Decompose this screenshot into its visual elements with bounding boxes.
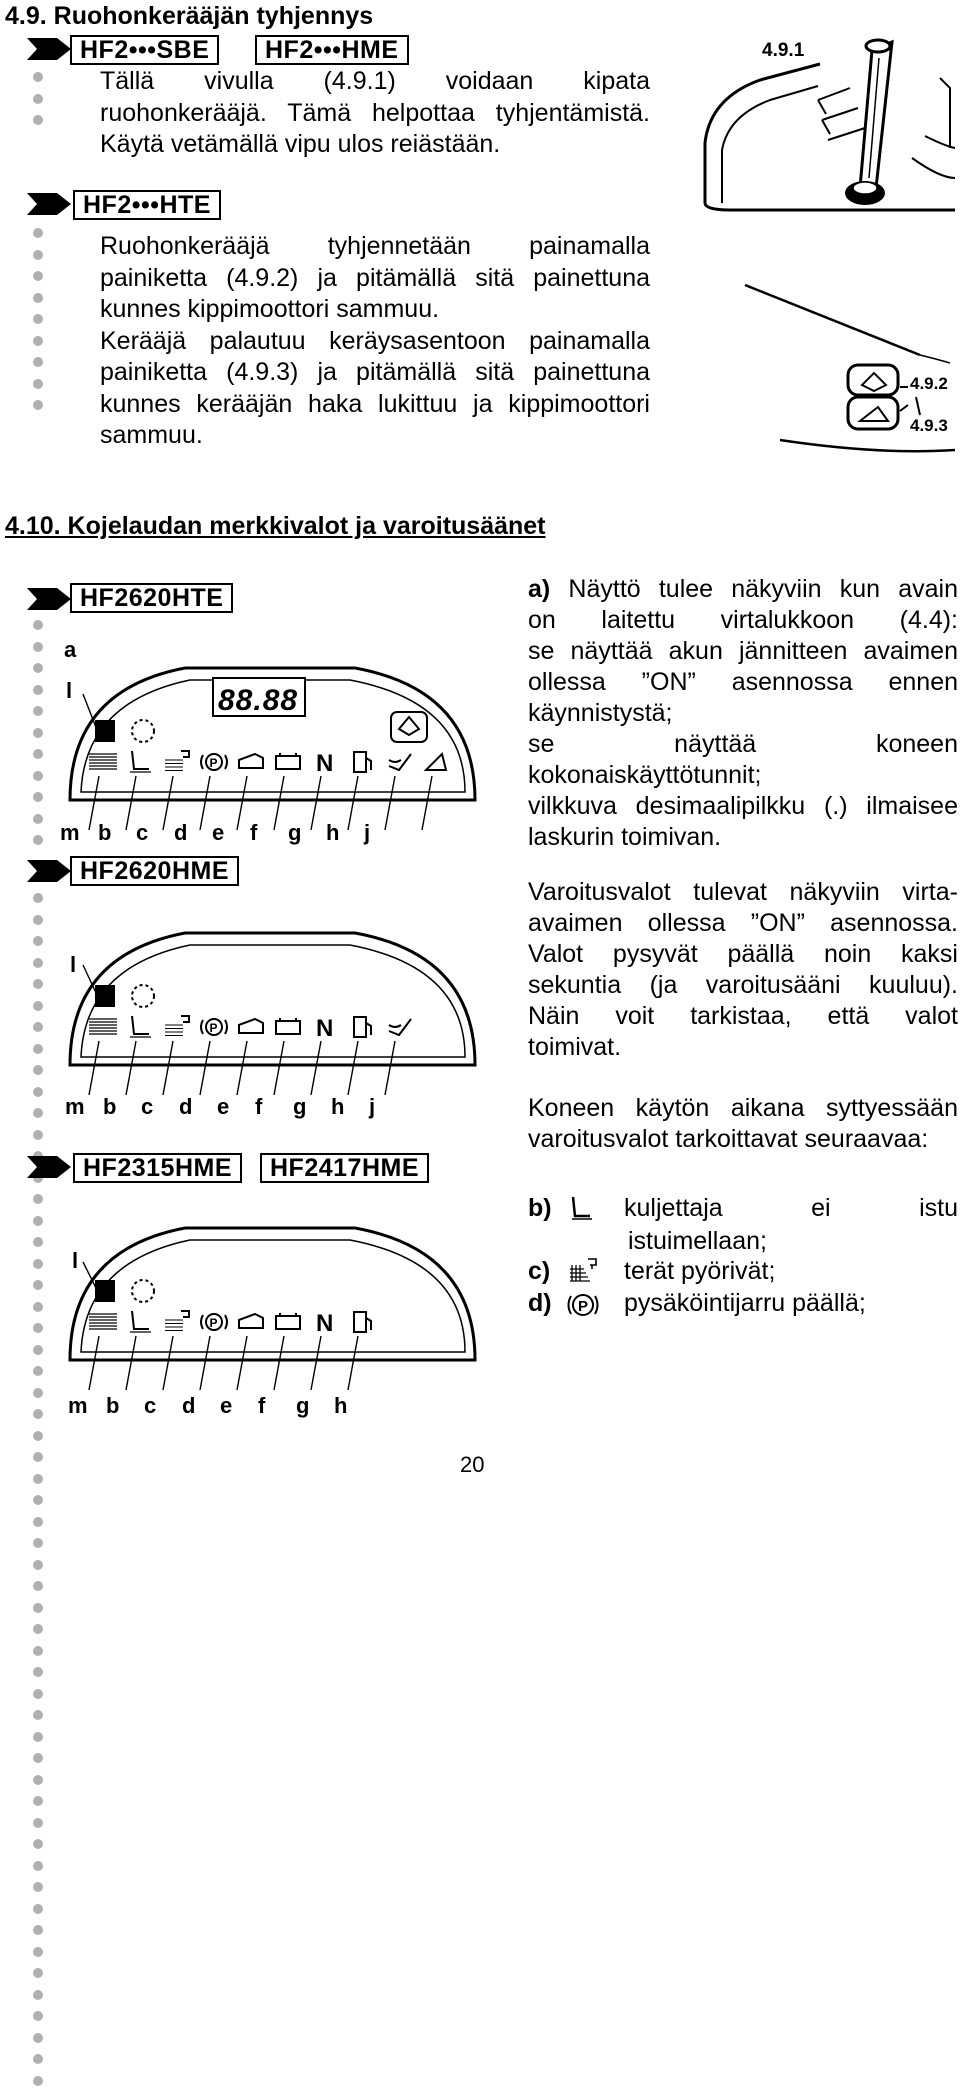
text-line: sekuntia (ja varoitusääni kuuluu). [528, 971, 958, 999]
callout-label-f: f [255, 1094, 263, 1119]
callout-label-c: c [141, 1094, 154, 1119]
svg-text:P: P [209, 1021, 218, 1035]
text-line: käynnistystä; [528, 699, 673, 727]
callout-label-c: c [136, 820, 149, 845]
text-line: kunnes kerääjän haka lukittuu ja kippimoottori [100, 389, 650, 418]
arrow-icon [27, 38, 71, 60]
text-line: Varoitusvalot tulevat näkyviin virta- [528, 878, 958, 906]
legend-key: c) [528, 1257, 551, 1285]
model-label: HF2•••HME [255, 35, 409, 65]
tractor-icon [95, 1280, 115, 1302]
neutral-indicator-icon [316, 1015, 333, 1042]
text-line: sammuu. [100, 421, 203, 449]
svg-text:N: N [316, 750, 334, 777]
bullet-dots [33, 620, 45, 857]
callout-label-g: g [293, 1094, 307, 1119]
text-line: toimivat. [528, 1033, 622, 1061]
svg-text:P: P [209, 1316, 218, 1330]
svg-text:P: P [578, 1298, 589, 1315]
dashboard-panel-2 [55, 905, 505, 1095]
section-title-410: 4.10. Kojelaudan merkkivalot ja varoitusäänet [5, 512, 546, 540]
figure-label: 4.9.1 [762, 40, 805, 61]
panel-1-bottom-labels [60, 820, 410, 850]
panel-2-bottom-labels [65, 1094, 415, 1124]
callout-label-d: d [182, 1393, 196, 1418]
text-line: Käytä vetämällä vipu ulos reiästään. [100, 130, 501, 158]
text-line: varoitusvalot tarkoittavat seuraavaa: [528, 1125, 929, 1153]
text-line: Ruohonkerääjä tyhjennetään painamalla [100, 232, 650, 260]
text-line: ruohonkerääjä. Tämä helpottaa tyhjentämistä. [100, 98, 650, 127]
model-label: HF2•••SBE [70, 35, 219, 65]
figure-label: 4.9.2 [910, 374, 948, 393]
text-line: painiketta (4.9.2) ja pitämällä sitä painettuna [100, 263, 650, 292]
neutral-indicator-icon [316, 1310, 333, 1337]
callout-label-h: h [326, 820, 340, 845]
panel-outline [70, 1228, 475, 1360]
paragraph-display [528, 574, 958, 853]
text-line: Näin voit tarkistaa, että valot [528, 1002, 958, 1030]
neutral-indicator-icon [316, 750, 333, 777]
callout-label-f: f [258, 1393, 266, 1418]
callout-label-a: a [64, 637, 77, 662]
text-line: laskurin toimivan. [528, 823, 722, 851]
bullet-dots [33, 228, 45, 422]
model-label: HF2315HME [73, 1153, 242, 1183]
arrow-icon [27, 588, 71, 610]
callout-label-m: m [68, 1393, 88, 1418]
text-line: se näyttää akun jännitteen avaimen [528, 637, 958, 665]
callout-label-e: e [220, 1393, 233, 1418]
section-title-49: 4.9. Ruohonkerääjän tyhjennys [5, 2, 374, 30]
legend-text-b [624, 1193, 958, 1225]
legend-text-d: pysäköintijarru päällä; [624, 1289, 866, 1317]
text-line: vilkkuva desimaalipilkku (.) ilmaisee [528, 792, 958, 820]
paragraph-operation [528, 1093, 958, 1155]
paragraph-b [100, 231, 650, 452]
text-line [528, 574, 958, 605]
legend-text-c: terät pyörivät; [624, 1257, 776, 1285]
hour-meter-digits: 88.88 [218, 684, 299, 717]
svg-text:N: N [316, 1310, 334, 1337]
callout-label-l: l [70, 952, 77, 977]
model-label: HF2620HME [70, 856, 239, 886]
callout-label-l: l [72, 1248, 79, 1273]
legend-key: d) [528, 1289, 552, 1317]
callout-label-b: b [103, 1094, 117, 1119]
callout-label-j: j [364, 820, 371, 845]
callout-label-j: j [369, 1094, 376, 1119]
arrow-icon [27, 860, 71, 882]
tip-buttons-figure [740, 275, 955, 460]
dashboard-panel-3 [55, 1200, 505, 1390]
callout-label-h: h [331, 1094, 345, 1119]
callout-label-h: h [334, 1393, 348, 1418]
text-line: painiketta (4.9.3) ja pitämällä sitä painettuna [100, 358, 650, 386]
text-line: Koneen käytön aikana syttyessään [528, 1094, 958, 1122]
callout-label-g: g [288, 820, 302, 845]
text-line-content: Näyttö tulee näkyviin kun avain [568, 575, 958, 603]
callout-label-b: b [106, 1393, 120, 1418]
page-number: 20 [460, 1452, 485, 1477]
arrow-icon [27, 193, 71, 215]
tractor-icon [95, 985, 115, 1007]
legend-item-c [528, 1256, 550, 1288]
callout-label-c: c [144, 1393, 157, 1418]
callout-label-d: d [179, 1094, 193, 1119]
text-line: kuljettaja ei istu [624, 1194, 958, 1222]
callout-label-m: m [65, 1094, 85, 1119]
callout-label-b: b [98, 820, 112, 845]
text-line: kunnes kippimoottori sammuu. [100, 295, 440, 323]
tip-down-button [848, 397, 898, 429]
callout-label-m: m [60, 820, 80, 845]
callout-label-e: e [212, 820, 225, 845]
figure-label: 4.9.3 [910, 416, 948, 435]
callout-label-l: l [66, 678, 73, 703]
text-line: ollessa ”ON” asennossa ennen [528, 668, 958, 696]
legend-key: b) [528, 1194, 552, 1222]
blades-icon [566, 1255, 600, 1285]
text-line: avaimen ollessa ”ON” asennossa. [528, 909, 958, 937]
text-line: on laitettu virtalukkoon (4.4): [528, 606, 958, 634]
model-label: HF2417HME [260, 1153, 429, 1183]
paragraph-warning [528, 877, 958, 1063]
lever-figure [700, 28, 955, 228]
panel-outline [70, 933, 475, 1065]
legend-key: a) [528, 575, 551, 603]
tractor-icon [95, 720, 115, 742]
bullet-dots [33, 893, 45, 2097]
arrow-icon [27, 1156, 71, 1178]
callout-label-d: d [174, 820, 188, 845]
bullet-dots [33, 72, 45, 137]
svg-text:N: N [316, 1015, 334, 1042]
paragraph-a [100, 66, 650, 161]
model-label: HF2•••HTE [73, 190, 221, 220]
dashboard-panel-1 [55, 640, 505, 830]
panel-3-bottom-labels [68, 1393, 378, 1423]
text-line: Valot pysyvät päällä noin kaksi [528, 940, 958, 968]
callout-label-f: f [250, 820, 258, 845]
model-label: HF2620HTE [70, 583, 233, 613]
text-line: Kerääjä palautuu keräysasentoon painamalla [100, 326, 650, 355]
callout-label-e: e [217, 1094, 230, 1119]
legend-text-b-2: istuimellaan; [628, 1227, 767, 1255]
svg-text:P: P [209, 756, 218, 770]
text-line: Tällä vivulla (4.9.1) voidaan kipata [100, 67, 650, 95]
seat-icon [566, 1194, 596, 1224]
text-line: se näyttää koneen [528, 730, 958, 758]
parking-brake-icon [566, 1290, 600, 1320]
callout-label-g: g [296, 1393, 310, 1418]
legend-item-d [528, 1288, 552, 1320]
text-line: kokonaiskäyttötunnit; [528, 761, 762, 789]
